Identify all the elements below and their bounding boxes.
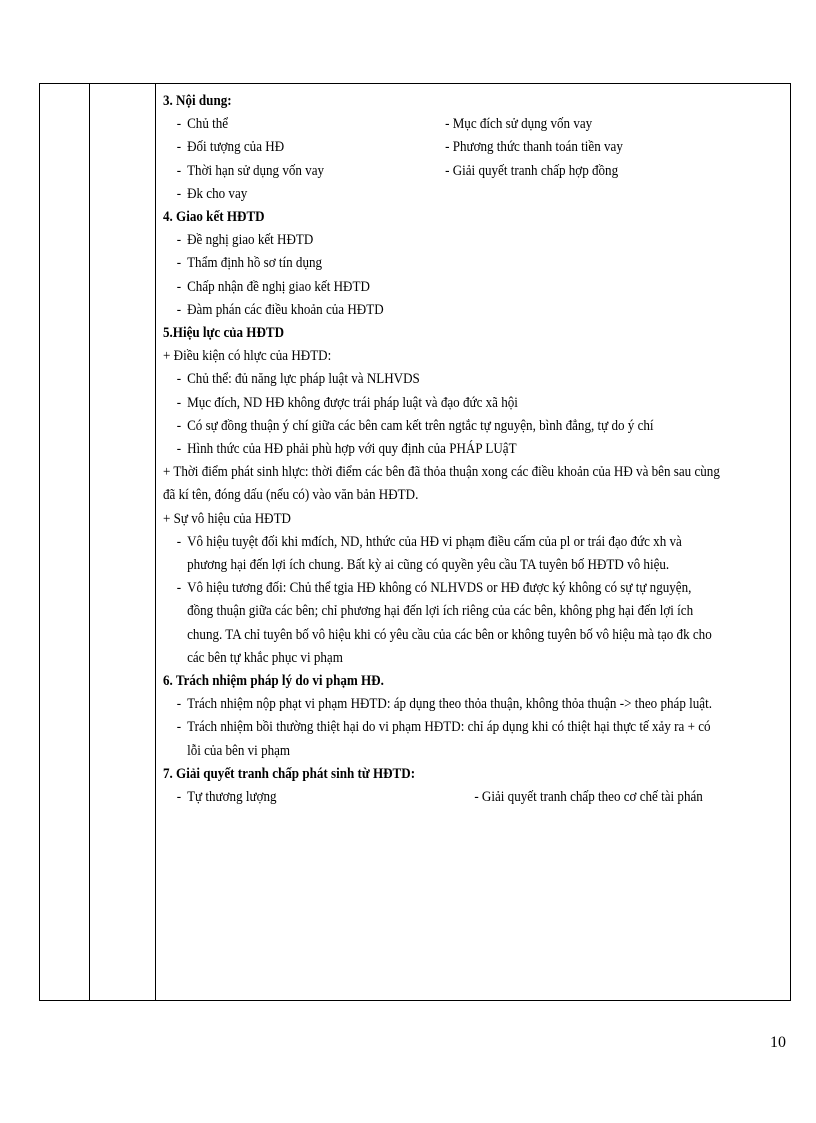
page-number: 10 [770, 1034, 786, 1051]
content-cell [163, 89, 787, 808]
list-item [163, 367, 787, 390]
item-text-right: - Giải quyết tranh chấp theo cơ chế tài phán [474, 788, 703, 806]
item-text: Đk cho vay [187, 184, 248, 202]
item-line: lỗi của bên vi phạm [187, 741, 291, 759]
bullet: - [176, 532, 182, 550]
bullet: - [176, 579, 182, 597]
bullet: - [176, 231, 182, 249]
list-item [163, 112, 787, 135]
list-item [163, 159, 787, 182]
section-7-heading: 7. Giải quyết tranh chấp phát sinh từ HĐTD: [163, 764, 416, 782]
item-line: Trách nhiệm nộp phạt vi phạm HĐTD: áp dụng theo thỏa thuận, không thỏa thuận -> theo pháp luật. [187, 695, 712, 713]
bullet: - [176, 115, 182, 133]
list-item [163, 414, 787, 437]
bullet: - [176, 788, 182, 806]
effective-time-line-1: + Thời điểm phát sinh hlực: thời điểm các bên đã thỏa thuận xong các điều khoản của HĐ và bên sau cùng [163, 463, 720, 481]
section-6-heading: 6. Trách nhiệm pháp lý do vi phạm HĐ. [163, 672, 384, 690]
list-item [163, 298, 787, 321]
section-3-heading: 3. Nội dung: [163, 92, 232, 109]
list-item [163, 391, 787, 414]
item-text: Mục đích, ND HĐ không được trái pháp luật và đạo đức xã hội [187, 393, 518, 411]
list-item [163, 530, 787, 576]
bullet: - [176, 254, 182, 272]
item-text: Thẩm định hồ sơ tín dụng [187, 254, 323, 272]
item-text: Chấp nhận đề nghị giao kết HĐTD [187, 277, 370, 295]
bullet: - [176, 440, 182, 458]
bullet: - [176, 695, 182, 713]
item-text: Tự thương lượng [187, 788, 277, 806]
bullet: - [176, 300, 182, 318]
item-text: Có sự đồng thuận ý chí giữa các bên cam kết trên ngtắc tự nguyện, bình đẳng, tự do ý chí [187, 416, 654, 434]
column-divider-2 [155, 84, 156, 1000]
item-line: Vô hiệu tương đối: Chủ thể tgia HĐ không có NLHVDS or HĐ được ký không có sự tự nguyện, [187, 579, 692, 597]
bullet: - [176, 393, 182, 411]
list-item [163, 785, 787, 808]
document-table [39, 83, 791, 1001]
column-divider-1 [89, 84, 90, 1000]
conditions-label: + Điều kiện có hlực của HĐTD: [163, 347, 332, 365]
item-line: chung. TA chỉ tuyên bố vô hiệu khi có yêu cầu của các bên or không tuyên bố vô hiệu mà tạo đk cho [187, 625, 712, 643]
bullet: - [176, 718, 182, 736]
list-item [163, 437, 787, 460]
section-4-heading: 4. Giao kết HĐTD [163, 208, 265, 226]
bullet: - [176, 184, 182, 202]
bullet: - [176, 370, 182, 388]
item-text: Chủ thể: đủ năng lực pháp luật và NLHVDS [187, 370, 420, 388]
bullet: - [176, 416, 182, 434]
item-text: Đối tượng của HĐ [187, 138, 285, 156]
list-item [163, 251, 787, 274]
invalidity-label: + Sự vô hiệu của HĐTD [163, 509, 291, 527]
item-text: Thời hạn sử dụng vốn vay [187, 161, 325, 179]
list-item [163, 135, 787, 158]
effective-time-line-2: đã kí tên, đóng dấu (nếu có) vào văn bản HĐTD. [163, 486, 419, 504]
list-item [163, 182, 787, 205]
item-text-right: - Mục đích sử dụng vốn vay [445, 115, 593, 133]
list-item [163, 715, 787, 761]
item-line: Trách nhiệm bồi thường thiệt hại do vi phạm HĐTD: chỉ áp dụng khi có thiệt hại thực tế xảy ra + có [187, 718, 711, 736]
item-line: Vô hiệu tuyệt đối khi mđích, ND, hthức của HĐ vi phạm điều cấm của pl or trái đạo đức xh và [187, 532, 682, 550]
bullet: - [176, 161, 182, 179]
item-text: Hình thức của HĐ phải phù hợp với quy định của PHÁP LUậT [187, 440, 517, 458]
list-item [163, 576, 787, 669]
bullet: - [176, 138, 182, 156]
item-text: Đề nghị giao kết HĐTD [187, 231, 314, 249]
list-item [163, 692, 787, 715]
item-line: các bên tự khắc phục vi phạm [187, 648, 343, 666]
section-5-heading: 5.Hiệu lực của HĐTD [163, 324, 285, 342]
item-text-right: - Giải quyết tranh chấp hợp đồng [445, 161, 619, 179]
item-line: phương hại đến lợi ích chung. Bất kỳ ai cũng có quyền yêu cầu TA tuyên bố HĐTD vô hiệu. [187, 556, 670, 574]
item-text: Đàm phán các điều khoản của HĐTD [187, 300, 384, 318]
item-text-right: - Phương thức thanh toán tiền vay [445, 138, 623, 156]
bullet: - [176, 277, 182, 295]
item-text: Chủ thể [187, 115, 229, 133]
list-item [163, 275, 787, 298]
item-line: đồng thuận giữa các bên; chỉ phương hại đến lợi ích riêng của các bên, không phg hại đến lợi ích [187, 602, 694, 620]
list-item [163, 228, 787, 251]
